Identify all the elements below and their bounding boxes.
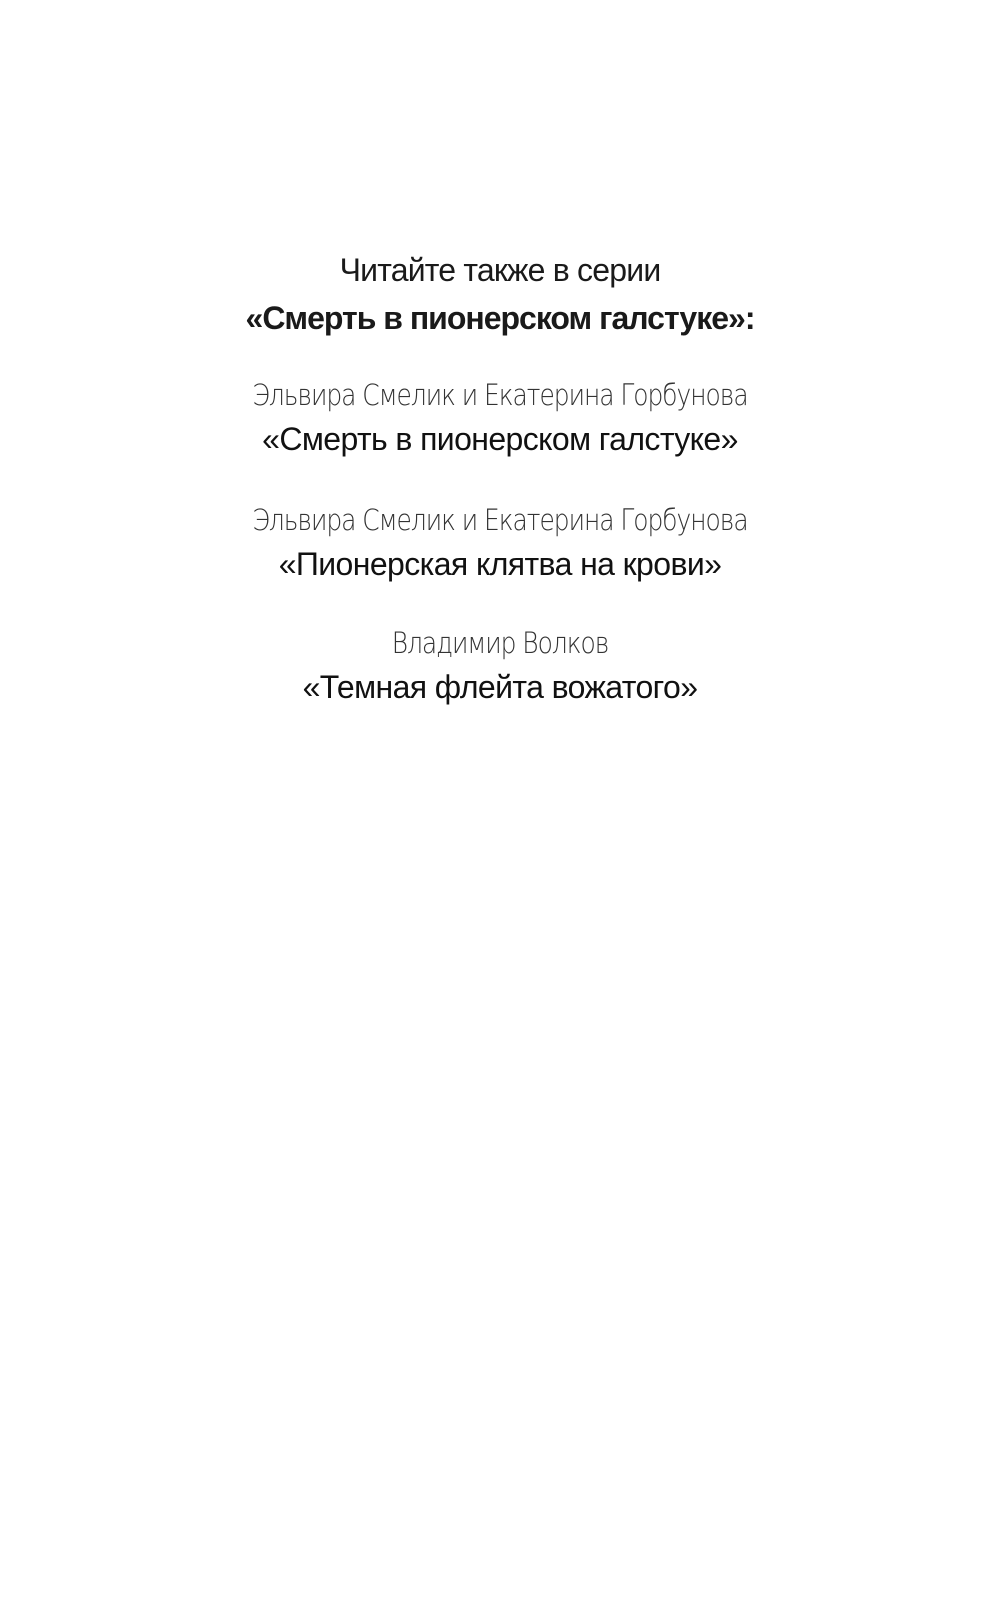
book-title: «Темная флейта вожатого» bbox=[302, 669, 698, 705]
book-title: «Смерть в пионерском галстуке» bbox=[262, 421, 738, 457]
book-title: «Пионерская клятва на крови» bbox=[278, 546, 722, 582]
book-author: Эльвира Смелик и Екатерина Горбунова bbox=[252, 503, 748, 537]
book-author: Эльвира Смелик и Екатерина Горбунова bbox=[252, 378, 748, 412]
book-entry bbox=[0, 500, 1000, 588]
book-author: Владимир Волков bbox=[391, 626, 609, 660]
intro-heading: Читайте также в серии bbox=[339, 252, 661, 288]
series-intro bbox=[0, 246, 1000, 342]
series-name: «Смерть в пионерском галстуке»: bbox=[245, 300, 755, 336]
book-entry bbox=[0, 375, 1000, 463]
book-entry bbox=[0, 623, 1000, 711]
